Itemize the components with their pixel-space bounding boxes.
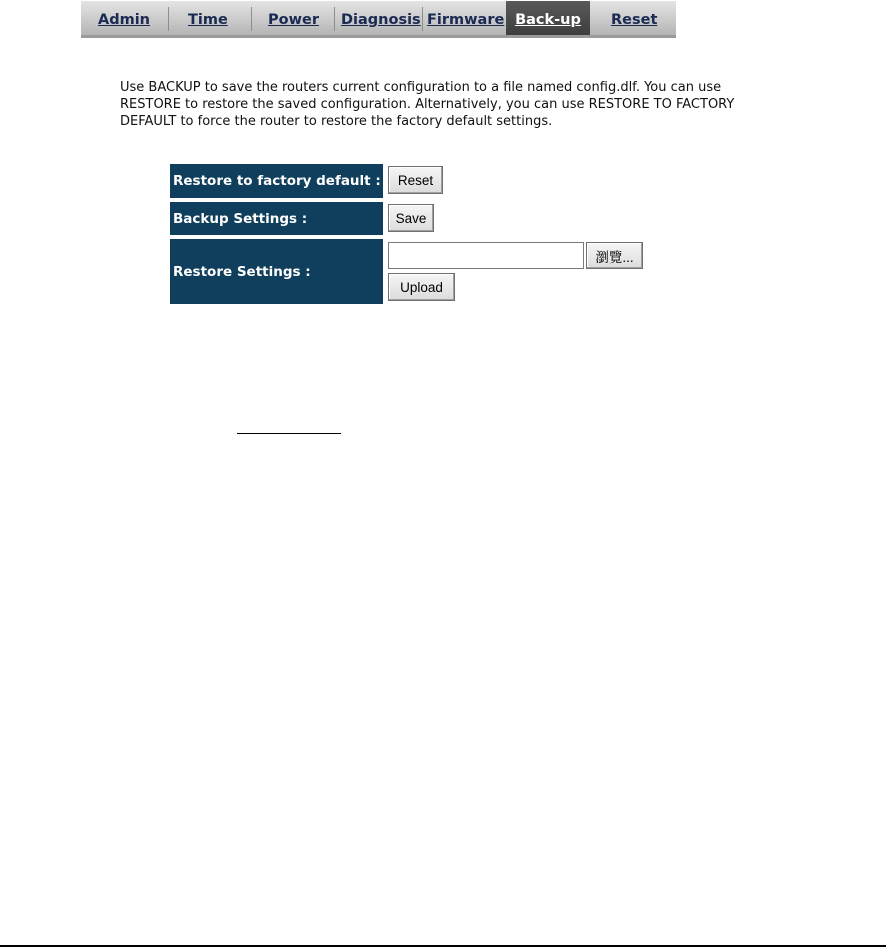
tab-firmware[interactable]: Firmware xyxy=(427,12,505,28)
save-button[interactable]: Save xyxy=(388,204,434,232)
tab-reset[interactable]: Reset xyxy=(611,12,658,28)
restore-file-input[interactable] xyxy=(388,242,584,269)
factory-default-label: Restore to factory default : xyxy=(170,164,383,198)
tab-separator xyxy=(251,7,252,31)
tab-bar xyxy=(81,1,676,38)
tab-admin[interactable]: Admin xyxy=(98,12,151,28)
tab-separator xyxy=(422,7,423,31)
tab-back-up[interactable]: Back-up xyxy=(506,1,590,35)
tab-power[interactable]: Power xyxy=(268,12,319,28)
backup-description: Use BACKUP to save the routers current configuration to a file named config.dlf. You can use RESTORE to restore the saved configuration. Alternatively, you can use RESTORE TO FACTORY DEFAULT to force the router to restore the factory default settings. xyxy=(120,80,735,129)
tab-separator xyxy=(334,7,335,31)
upload-button[interactable]: Upload xyxy=(388,273,455,301)
backup-settings-label: Backup Settings : xyxy=(170,202,383,235)
tab-separator xyxy=(168,7,169,31)
tab-diagnosis[interactable]: Diagnosis xyxy=(341,12,421,28)
underline-rule xyxy=(237,433,341,434)
page-bottom-rule xyxy=(0,945,886,947)
reset-button[interactable]: Reset xyxy=(388,166,443,194)
restore-settings-label: Restore Settings : xyxy=(170,239,383,304)
tab-time[interactable]: Time xyxy=(188,12,228,28)
browse-button[interactable]: 瀏覽... xyxy=(586,242,643,269)
